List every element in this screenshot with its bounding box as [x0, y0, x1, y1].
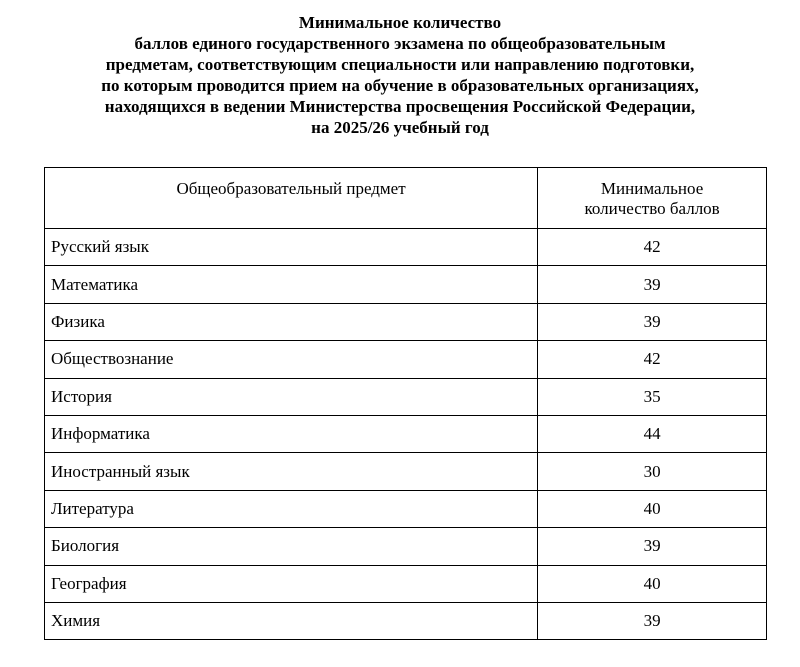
- score-cell: 42: [538, 341, 767, 378]
- header-min-line1: Минимальное: [600, 179, 704, 198]
- subject-cell: История: [45, 378, 538, 415]
- table-row: [45, 602, 767, 639]
- header-min-line2: количество баллов: [584, 199, 720, 218]
- title-line: на 2025/26 учебный год: [311, 118, 489, 137]
- table-row: [45, 565, 767, 602]
- subject-cell: Литература: [45, 490, 538, 527]
- score-cell: 39: [538, 602, 767, 639]
- document-title: [0, 12, 800, 138]
- title-line: предметам, соответствующим специальности или направлению подготовки,: [105, 55, 695, 74]
- score-cell: 40: [538, 565, 767, 602]
- score-cell: 30: [538, 453, 767, 490]
- score-cell: 35: [538, 378, 767, 415]
- table-row: [45, 229, 767, 266]
- title-line: находящихся в ведении Министерства просвещения Российской Федерации,: [104, 97, 696, 116]
- title-line: по которым проводится прием на обучение в образовательных организациях,: [101, 76, 699, 95]
- title-line: баллов единого государственного экзамена по общеобразовательным: [134, 34, 666, 53]
- title-line: Минимальное количество: [298, 13, 502, 32]
- table-row: [45, 415, 767, 452]
- table-row: [45, 453, 767, 490]
- table-row: [45, 303, 767, 340]
- table-row: [45, 490, 767, 527]
- subject-cell: Физика: [45, 303, 538, 340]
- table-row: [45, 341, 767, 378]
- table-row: [45, 266, 767, 303]
- scores-table: [44, 167, 767, 640]
- score-cell: 44: [538, 415, 767, 452]
- subject-cell: Информатика: [45, 415, 538, 452]
- score-cell: 42: [538, 229, 767, 266]
- subject-cell: Химия: [45, 602, 538, 639]
- header-subject: Общеобразовательный предмет: [45, 168, 538, 229]
- score-cell: 39: [538, 266, 767, 303]
- table-row: [45, 528, 767, 565]
- subject-cell: Русский язык: [45, 229, 538, 266]
- header-min-score: [538, 168, 767, 229]
- score-cell: 39: [538, 528, 767, 565]
- subject-cell: Обществознание: [45, 341, 538, 378]
- table-row: [45, 378, 767, 415]
- score-cell: 39: [538, 303, 767, 340]
- subject-cell: Математика: [45, 266, 538, 303]
- subject-cell: География: [45, 565, 538, 602]
- subject-cell: Биология: [45, 528, 538, 565]
- table-header-row: [45, 168, 767, 229]
- subject-cell: Иностранный язык: [45, 453, 538, 490]
- score-cell: 40: [538, 490, 767, 527]
